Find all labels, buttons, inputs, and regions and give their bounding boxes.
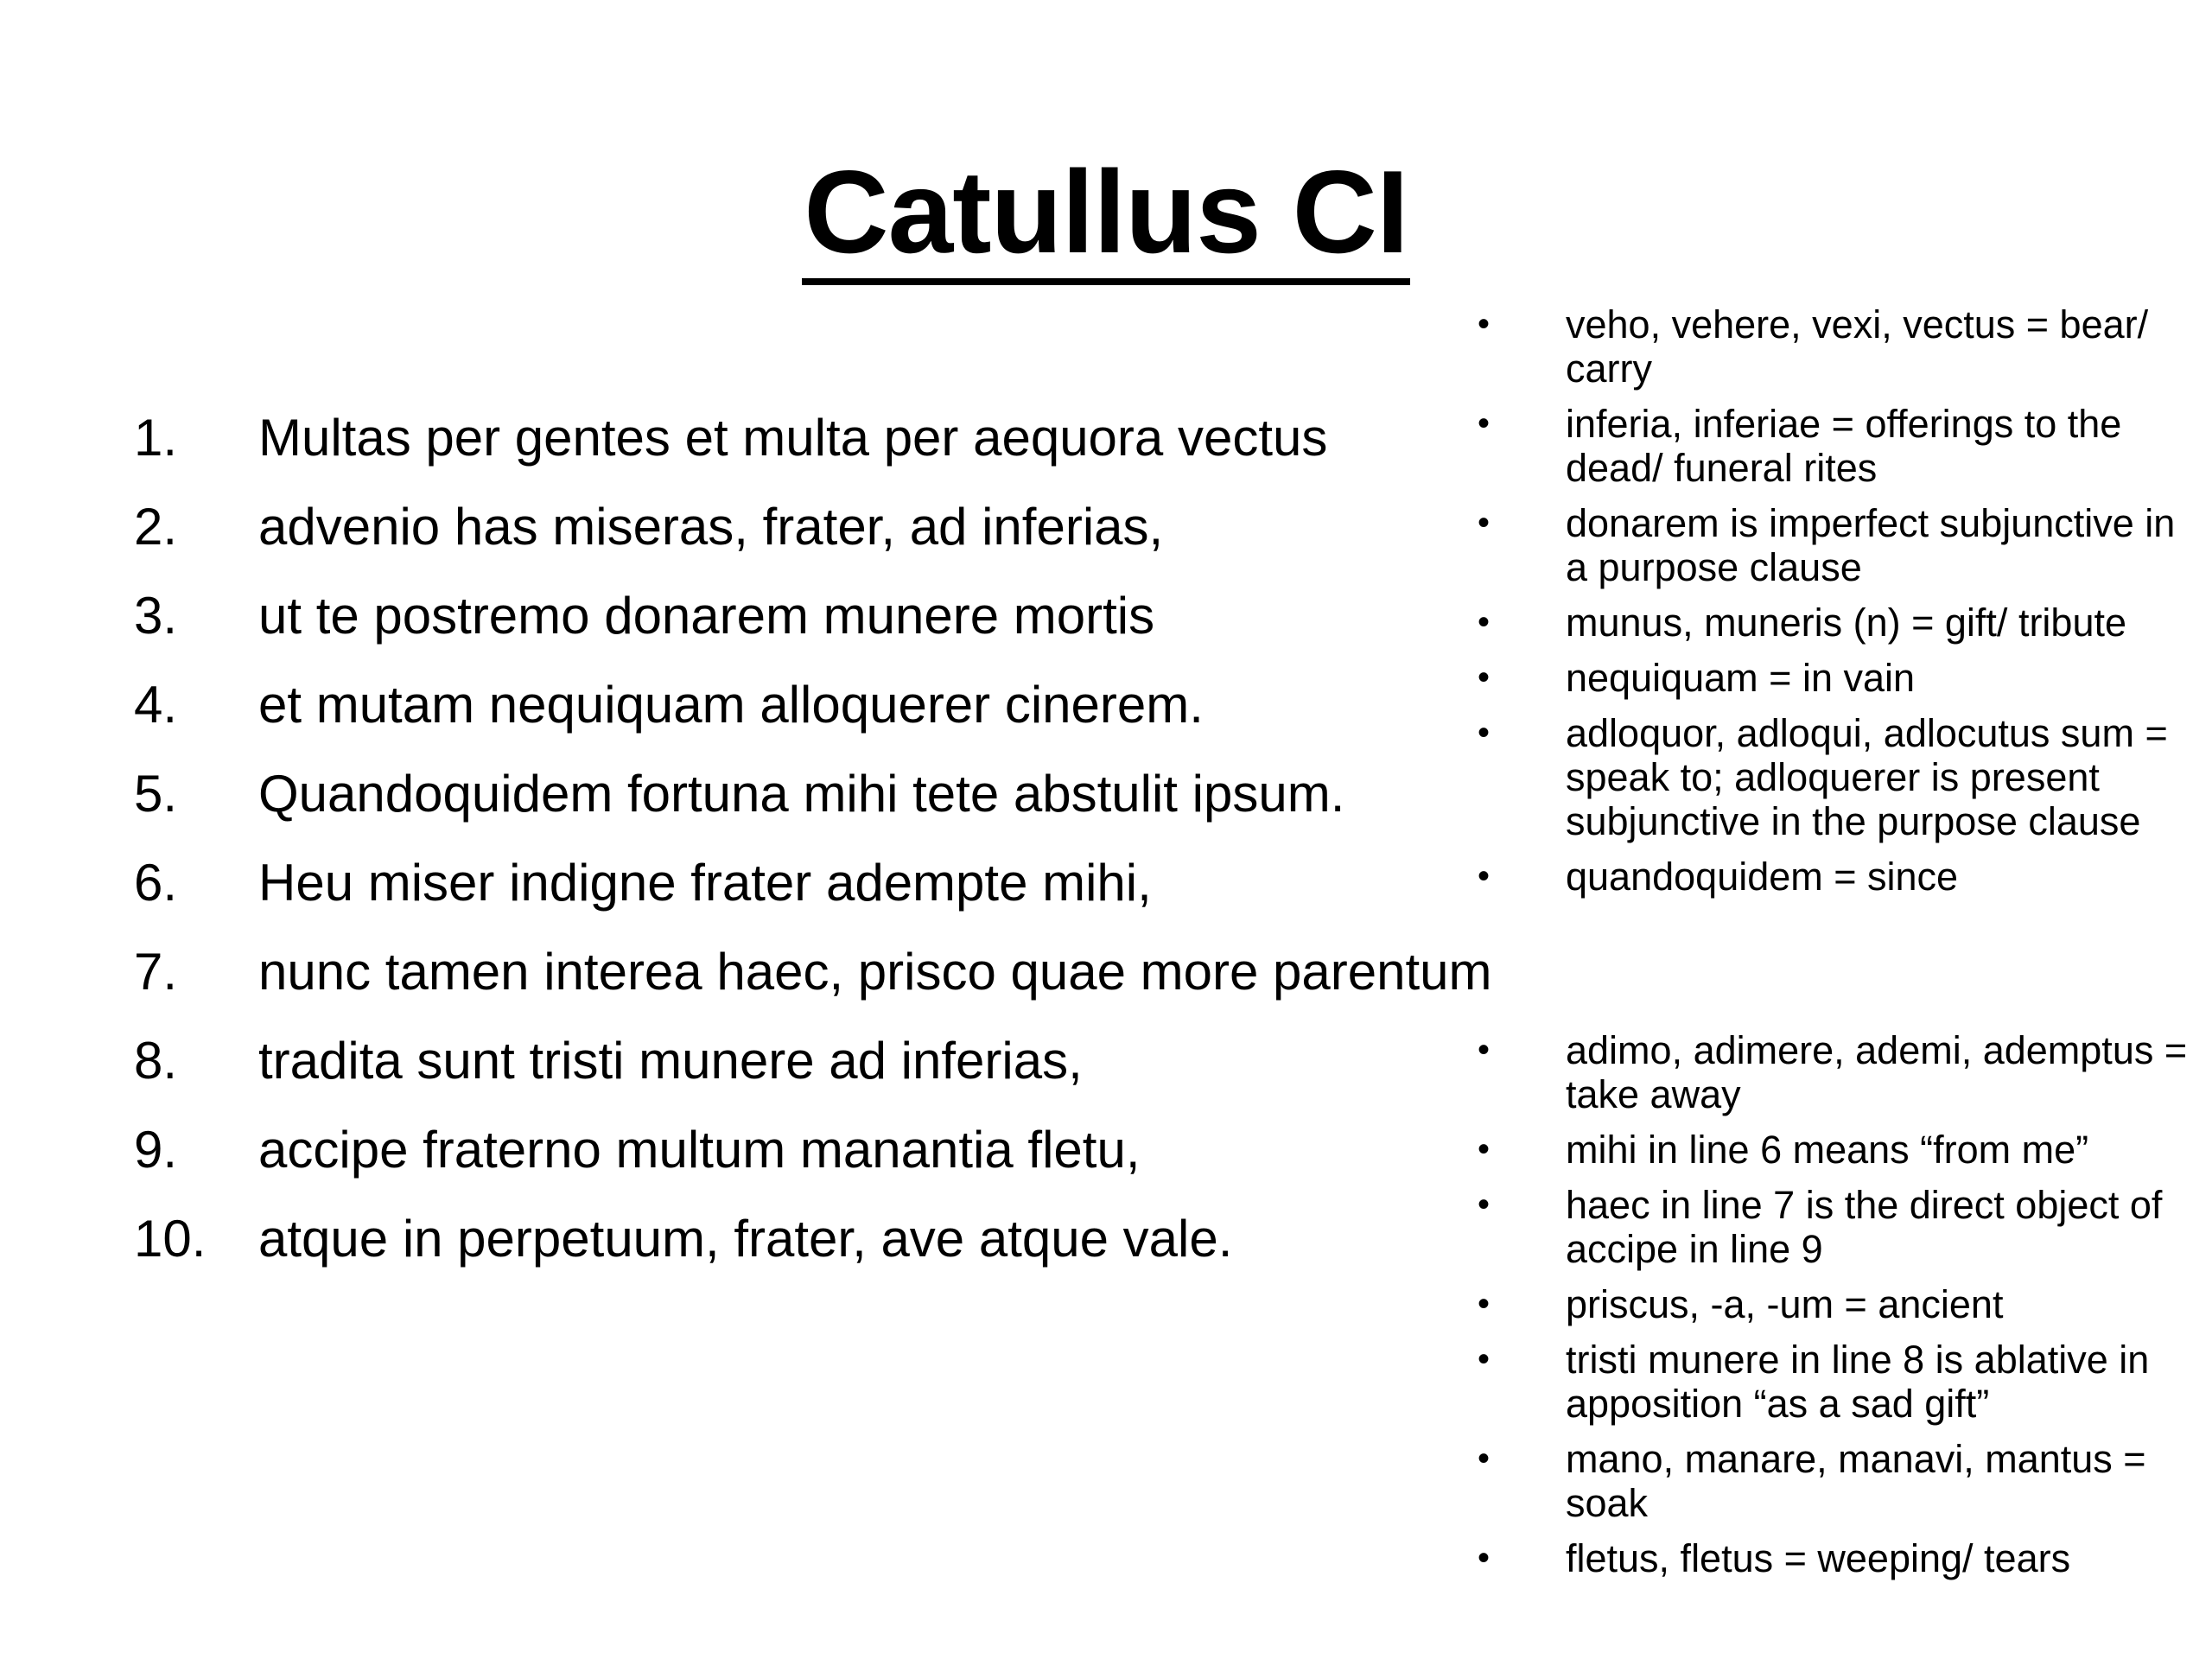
line-number: 2.: [134, 498, 178, 556]
line-number: 3.: [134, 587, 178, 645]
vocab-note: [1469, 1536, 2203, 1580]
bullet-icon: •: [1478, 1130, 1491, 1168]
note-text: fletus, fletus = weeping/ tears: [1566, 1536, 2071, 1580]
line-number: 10.: [134, 1210, 207, 1268]
note-text: munus, muneris (n) = gift/ tribute: [1566, 601, 2127, 645]
note-text: adloquor, adloqui, adlocutus sum = speak to; adloquerer is present subjunctive in the purpose clause: [1566, 711, 2168, 843]
vocab-note: [1469, 501, 2203, 589]
bullet-icon: •: [1478, 1440, 1491, 1478]
note-text: donarem is imperfect subjunctive in a purpose clause: [1566, 501, 2176, 589]
note-text: tristi munere in line 8 is ablative in apposition “as a sad gift”: [1566, 1338, 2150, 1426]
slide-title-container: [0, 143, 2212, 285]
line-number: 8.: [134, 1032, 178, 1090]
line-text: Heu miser indigne frater adempte mihi,: [258, 854, 1152, 912]
vocab-note: [1469, 302, 2203, 391]
vocab-notes-bottom: [1469, 1028, 2203, 1592]
line-number: 5.: [134, 765, 178, 823]
vocab-note: [1469, 402, 2203, 490]
note-text: mihi in line 6 means “from me”: [1566, 1128, 2089, 1172]
vocab-note: [1469, 601, 2203, 645]
line-text: et mutam nequiquam alloquerer cinerem.: [258, 676, 1204, 734]
bullet-icon: •: [1478, 714, 1491, 752]
bullet-icon: •: [1478, 404, 1491, 442]
line-text: accipe fraterno multum manantia fletu,: [258, 1121, 1141, 1179]
bullet-icon: •: [1478, 857, 1491, 895]
vocab-note: [1469, 1183, 2203, 1271]
line-text: ut te postremo donarem munere mortis: [258, 587, 1155, 645]
note-text: quandoquidem = since: [1566, 855, 1959, 899]
line-text: tradita sunt tristi munere ad inferias,: [258, 1032, 1083, 1090]
bullet-icon: •: [1478, 1185, 1491, 1224]
note-text: priscus, -a, -um = ancient: [1566, 1282, 2004, 1326]
line-number: 4.: [134, 676, 178, 734]
line-text: Quandoquidem fortuna mihi tete abstulit ipsum.: [258, 765, 1345, 823]
vocab-note: [1469, 855, 2203, 899]
vocab-note: [1469, 1338, 2203, 1426]
bullet-icon: •: [1478, 603, 1491, 641]
line-number: 6.: [134, 854, 178, 912]
line-text: advenio has miseras, frater, ad inferias,: [258, 498, 1164, 556]
bullet-icon: •: [1478, 305, 1491, 343]
bullet-icon: •: [1478, 1285, 1491, 1323]
line-number: 9.: [134, 1121, 178, 1179]
vocab-note: [1469, 1282, 2203, 1326]
vocab-note: [1469, 1437, 2203, 1525]
bullet-icon: •: [1478, 1031, 1491, 1069]
line-number: 1.: [134, 409, 178, 467]
vocab-note: [1469, 656, 2203, 700]
note-text: adimo, adimere, ademi, ademptus = take away: [1566, 1028, 2188, 1116]
bullet-icon: •: [1478, 1340, 1491, 1378]
note-text: veho, vehere, vexi, vectus = bear/ carry: [1566, 302, 2149, 391]
bullet-icon: •: [1478, 504, 1491, 542]
bullet-icon: •: [1478, 658, 1491, 696]
slide-title: Catullus CI: [802, 147, 1409, 285]
vocab-note: [1469, 711, 2203, 843]
bullet-icon: •: [1478, 1539, 1491, 1577]
line-text: nunc tamen interea haec, prisco quae more parentum: [258, 943, 1492, 1001]
vocab-note: [1469, 1128, 2203, 1172]
line-number: 7.: [134, 943, 178, 1001]
note-text: nequiquam = in vain: [1566, 656, 1916, 700]
note-text: inferia, inferiae = offerings to the dead/ funeral rites: [1566, 402, 2122, 490]
line-text: atque in perpetuum, frater, ave atque vale.: [258, 1210, 1233, 1268]
vocab-notes-top: [1469, 302, 2203, 910]
note-text: mano, manare, manavi, mantus = soak: [1566, 1437, 2146, 1525]
note-text: haec in line 7 is the direct object of accipe in line 9: [1566, 1183, 2163, 1271]
line-text: Multas per gentes et multa per aequora vectus: [258, 409, 1328, 467]
vocab-note: [1469, 1028, 2203, 1116]
